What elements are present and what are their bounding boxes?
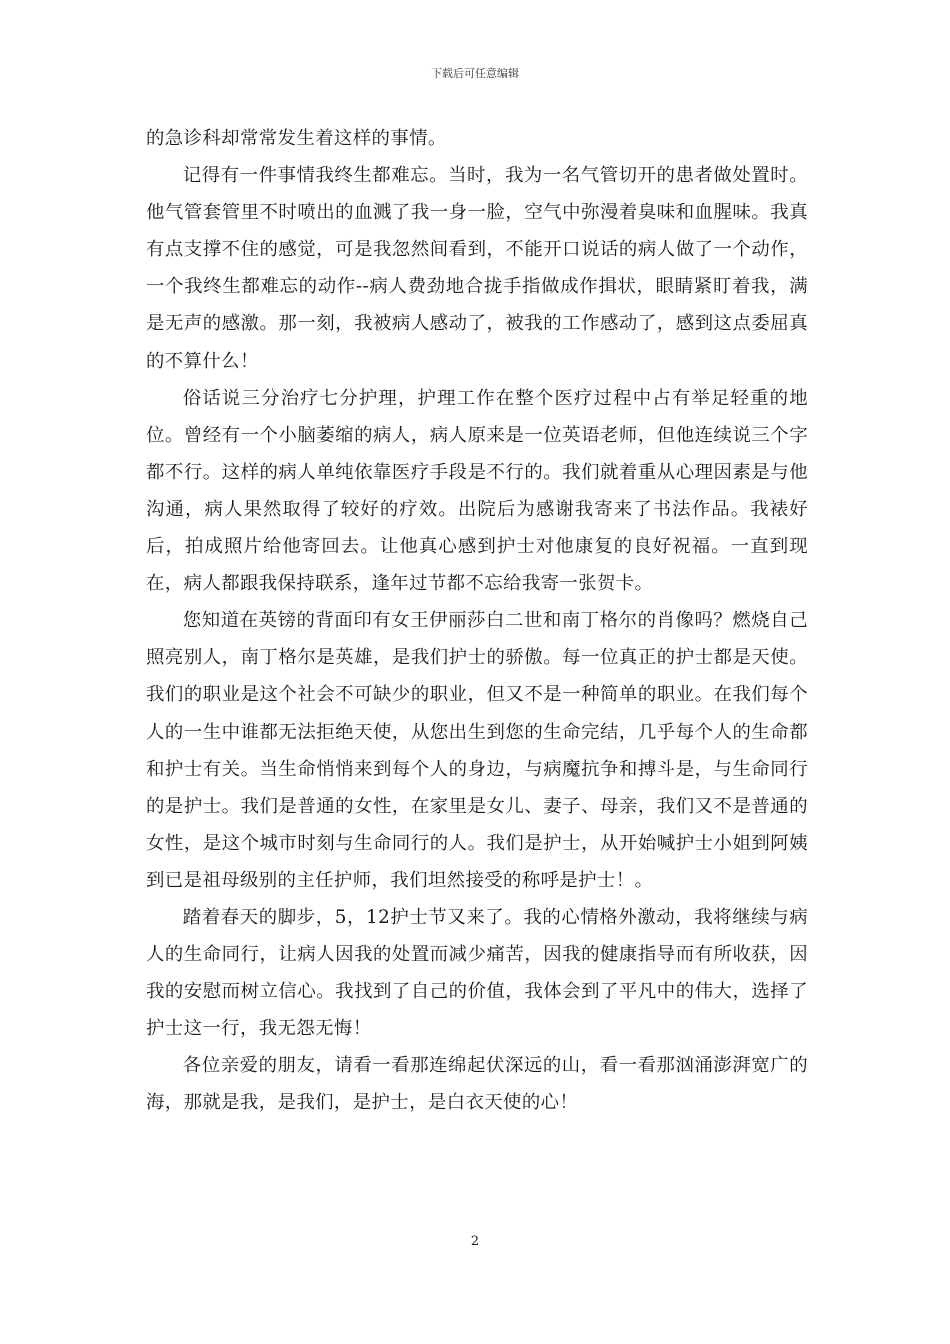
paragraph-4: 您知道在英镑的背面印有女王伊丽莎白二世和南丁格尔的肖像吗？燃烧自己照亮别人，南丁格尔是英雄，是我们护士的骄傲。每一位真正的护士都是天使。我们的职业是这个社会不可缺少的职业，但又不是一种简单的职业。在我们每个人的一生中谁都无法拒绝天使，从您出生到您的生命完结，几乎每个人的生命都和护士有关。当生命悄悄来到每个人的身边，与病魔抗争和搏斗是，与生命同行的是护士。我们是普通的女性，在家里是女儿、妻子、母亲，我们又不是普通的女性，是这个城市时刻与生命同行的人。我们是护士，从开始喊护士小姐到阿姨到已是祖母级别的主任护师，我们坦然接受的称呼是护士！。 — [146, 610, 808, 891]
paragraph-2: 记得有一件事情我终生都难忘。当时，我为一名气管切开的患者做处置时。他气管套管里不时喷出的血溅了我一身一脸，空气中弥漫着臭味和血腥味。我真有点支撑不住的感觉，可是我忽然间看到，不能开口说话的病人做了一个动作，一个我终生都难忘的动作--病人费劲地合拢手指做成作揖状，眼睛紧盯着我，满是无声的感激。那一刻，我被病人感动了，被我的工作感动了，感到这点委屈真的不算什么！ — [146, 165, 808, 372]
page-header: 下载后可任意编辑 — [431, 67, 519, 80]
paragraph-1: 的急诊科却常常发生着这样的事情。 — [146, 128, 447, 149]
document-body — [146, 120, 808, 1122]
page-number: 2 — [470, 1234, 480, 1249]
paragraph-5: 踏着春天的脚步，5，12护士节又来了。我的心情格外激动，我将继续与病人的生命同行，让病人因我的处置而减少痛苦，因我的健康指导而有所收获，因我的安慰而树立信心。我找到了自己的价值，我体会到了平凡中的伟大，选择了护士这一行，我无怨无悔！ — [146, 906, 808, 1040]
paragraph-6: 各位亲爱的朋友，请看一看那连绵起伏深远的山，看一看那汹涌澎湃宽广的海，那就是我，是我们，是护士，是白衣天使的心！ — [146, 1055, 808, 1114]
paragraph-3: 俗话说三分治疗七分护理，护理工作在整个医疗过程中占有举足轻重的地位。曾经有一个小脑萎缩的病人，病人原来是一位英语老师，但他连续说三个字都不行。这样的病人单纯依靠医疗手段是不行的。我们就着重从心理因素是与他沟通，病人果然取得了较好的疗效。出院后为感谢我寄来了书法作品。我裱好后，拍成照片给他寄回去。让他真心感到护士对他康复的良好祝福。一直到现在，病人都跟我保持联系，逢年过节都不忘给我寄一张贺卡。 — [146, 387, 808, 595]
